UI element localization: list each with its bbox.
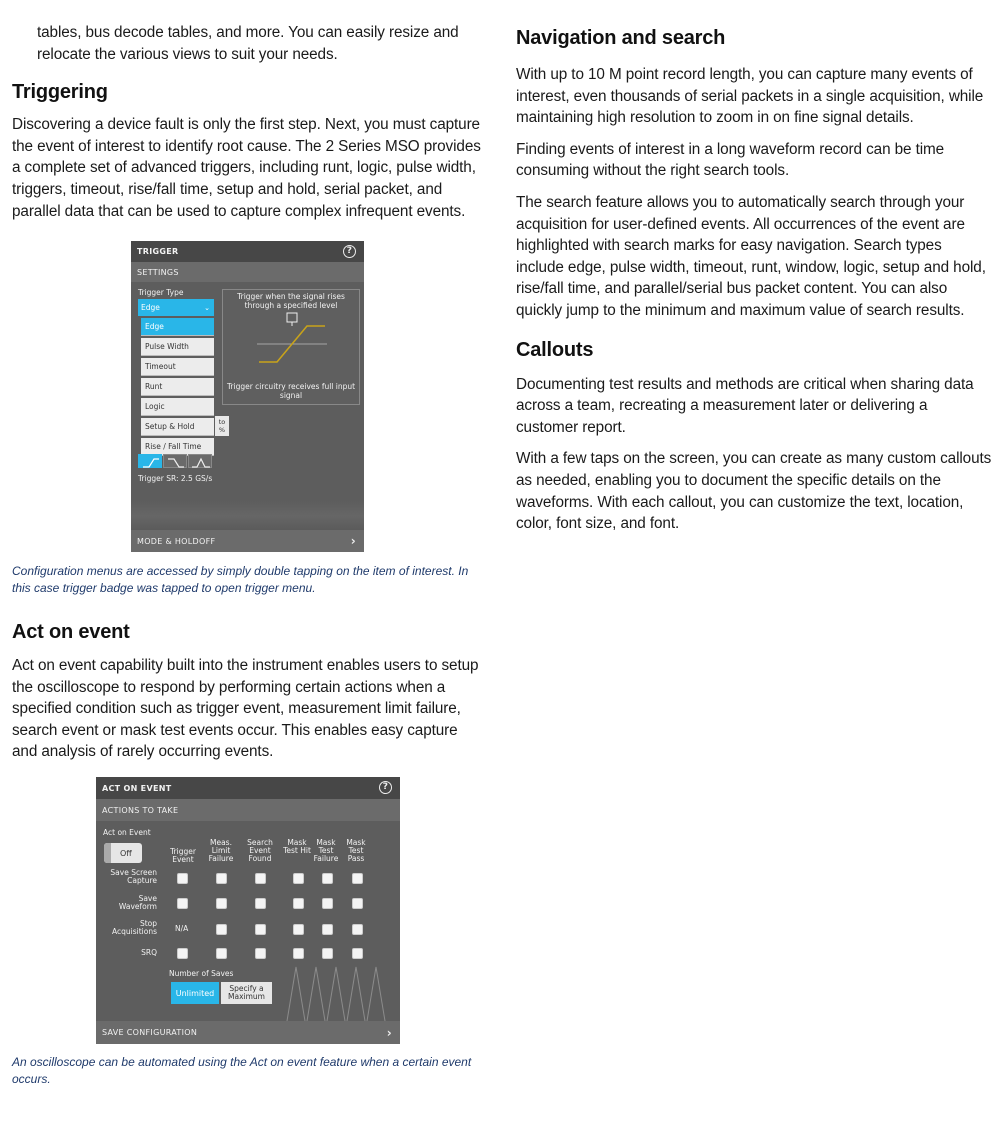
rising-slope-button[interactable]	[138, 454, 162, 468]
menu-item-pulse-width[interactable]: Pulse Width	[141, 338, 214, 356]
mode-holdoff-bar[interactable]	[131, 530, 364, 552]
menu-item-runt[interactable]: Runt	[141, 378, 214, 396]
menu-item-edge[interactable]: Edge	[141, 318, 214, 336]
toggle-label: Off	[120, 848, 132, 858]
navigation-paragraph-3: The search feature allows you to automatically search through your acquisition for user-defined events. All occurrences of the event are highlighted with search marks for easy navigation. Search types include edge, pulse width, timeout, runt, window, logic, setup and hold, rise/fall time, and parallel/serial bus packet content. You can also quickly jump to the minimum and maximum value of search results.	[516, 193, 986, 319]
col-mask-pass: Mask Test Pass	[346, 838, 366, 863]
trigger-type-label: Trigger Type	[138, 288, 184, 297]
unlimited-button[interactable]	[171, 982, 219, 1004]
save-config-label: SAVE CONFIGURATION	[102, 1028, 198, 1037]
na-label: N/A	[175, 924, 189, 933]
chevron-down-icon: ⌄	[204, 303, 210, 312]
row-stop-acq: Stop Acquisitions	[112, 919, 157, 936]
navigation-paragraph-2: Finding events of interest in a long waveform record can be time consuming without the right search tools.	[516, 140, 945, 180]
menu-item-setup-hold[interactable]: Setup & Hold	[141, 418, 214, 436]
unlimited-label: Unlimited	[175, 988, 215, 998]
col-mask-failure: Mask Test Failure	[313, 838, 339, 863]
act-on-event-paragraph: Act on event capability built into the instrument enables users to setup the oscilloscope to respond by performing certain actions when a specified condition such as trigger event, measurement limit failure, search event or mask test events occur. This enables easy capture and analysis of rarely occurring events.	[12, 657, 479, 761]
act-on-event-label: Act on Event	[103, 828, 151, 837]
aoe-title: ACT ON EVENT	[102, 783, 172, 793]
chevron-right-icon: ›	[350, 534, 356, 548]
desc-bottom-text: Trigger circuitry receives full input signal	[226, 382, 356, 400]
callouts-heading: Callouts	[516, 338, 594, 361]
row-save-screen: Save Screen Capture	[110, 868, 157, 885]
act-on-event-heading: Act on event	[12, 621, 130, 643]
trigger-menu-screenshot	[131, 241, 364, 552]
mode-holdoff-label: MODE & HOLDOFF	[137, 536, 216, 546]
specify-maximum-button[interactable]	[221, 982, 272, 1004]
col-search-event: Search Event Found	[247, 838, 273, 863]
trigger-type-dropdown[interactable]	[138, 299, 214, 316]
col-mask-hit: Mask Test Hit	[283, 838, 311, 855]
callouts-paragraph-2: With a few taps on the screen, you can create as many custom callouts as needed, enabling you to document the specific details on the waveforms. With each callout, you can customize the text, location, color, font size, and font.	[516, 450, 992, 533]
specify-label: Specify a Maximum	[228, 984, 265, 1001]
trigger-type-selected: Edge	[141, 303, 160, 312]
row-save-waveform: Save Waveform	[118, 894, 157, 911]
left-column	[12, 22, 484, 222]
blurred-background	[131, 501, 364, 531]
col-trigger-event: Trigger Event	[170, 847, 196, 864]
menu-item-rise-fall[interactable]: Rise / Fall Time	[141, 438, 214, 456]
settings-label: SETTINGS	[137, 267, 179, 277]
side-field[interactable]	[215, 416, 229, 436]
save-config-bar[interactable]	[96, 1021, 400, 1044]
triggering-heading: Triggering	[12, 81, 108, 104]
trigger-title-bar	[131, 241, 364, 262]
triggering-paragraph: Discovering a device fault is only the first step. Next, you must capture the event of interest to identify root cause. The 2 Series MSO provides a complete set of advanced triggers, including runt, logic, pulse width, triggers, timeout, rise/fall time, setup and hold, serial packet, and parallel data that can be used to capture complex infrequent events.	[12, 116, 481, 220]
help-icon[interactable]: ?	[343, 245, 356, 258]
right-column	[516, 22, 992, 535]
trigger-sr: Trigger SR: 2.5 GS/s	[138, 474, 213, 483]
either-slope-button[interactable]	[188, 454, 212, 468]
number-of-saves-label: Number of Saves	[169, 969, 234, 978]
trigger-description-box	[222, 289, 360, 405]
navigation-heading: Navigation and search	[516, 27, 726, 49]
settings-bar	[131, 262, 364, 282]
callouts-paragraph-1: Documenting test results and methods are critical when sharing data across a team, recreating a measurement later or delivering a customer report.	[516, 375, 974, 436]
col-meas-limit: Meas. Limit Failure	[208, 838, 234, 863]
caption-trigger: Configuration menus are accessed by simply double tapping on the item of interest. In this case trigger badge was tapped to open trigger menu.	[12, 564, 469, 595]
falling-slope-button[interactable]	[163, 454, 187, 468]
actions-label: ACTIONS TO TAKE	[102, 805, 179, 815]
menu-item-logic[interactable]: Logic	[141, 398, 214, 416]
chevron-right-icon: ›	[386, 1025, 392, 1040]
help-icon[interactable]: ?	[379, 781, 392, 794]
side-pct: %	[218, 426, 226, 434]
caption-act-on-event: An oscilloscope can be automated using the Act on event feature when a certain event occurs.	[12, 1055, 472, 1086]
side-to: to	[218, 418, 226, 426]
intro-paragraph: tables, bus decode tables, and more. You can easily resize and relocate the various views to suit your needs.	[37, 24, 459, 63]
navigation-paragraph-1: With up to 10 M point record length, you can capture many events of interest, even thousands of serial packets in a single acquisition, while maintaining high resolution to zoom in on fine signal details.	[516, 66, 984, 127]
act-on-event-screenshot	[96, 777, 400, 1044]
trigger-marker-icon	[287, 313, 297, 322]
menu-item-timeout[interactable]: Timeout	[141, 358, 214, 376]
trigger-title: TRIGGER	[137, 247, 179, 256]
row-srq: SRQ	[141, 948, 157, 957]
desc-top-text: Trigger when the signal rises through a specified level	[237, 292, 345, 310]
